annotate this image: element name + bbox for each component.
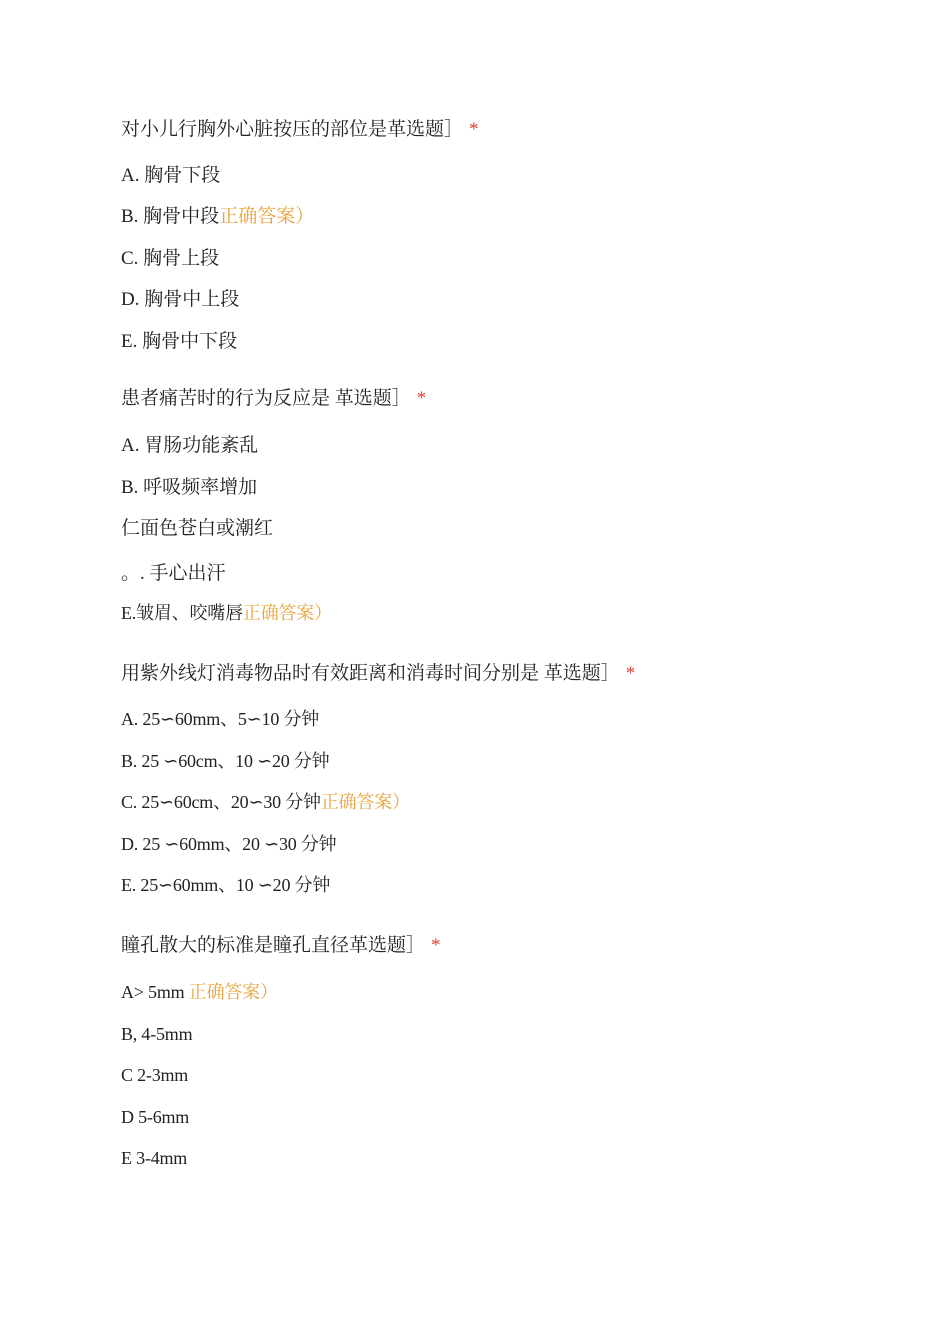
question-4-option-b: [121, 1022, 192, 1046]
option-text: 。. 手心出汗: [121, 563, 226, 584]
question-4-option-e: [121, 1146, 187, 1170]
question-text: 用紫外线灯消毒物品时有效距离和消毒时间分别是 革选题］: [121, 663, 620, 684]
question-4-option-d: [121, 1105, 189, 1129]
question-2-title: [121, 387, 426, 411]
question-3-option-e: [121, 873, 330, 897]
question-1-option-a: [121, 164, 220, 188]
required-star-icon: *: [469, 119, 479, 140]
question-2-option-b: [121, 476, 257, 500]
question-4-option-c: [121, 1063, 188, 1087]
option-text: C. 胸骨上段: [121, 248, 220, 269]
option-text: E 3-4mm: [121, 1148, 188, 1168]
option-text: A. 胸骨下段: [121, 165, 221, 186]
option-text: E. 25∽60mm、10 ∽20 分钟: [121, 875, 331, 895]
option-text: C 2-3mm: [121, 1065, 189, 1085]
correct-answer-tag: 正确答案）: [320, 792, 410, 812]
option-text: C. 25∽60cm、20∽30 分钟: [121, 792, 321, 812]
required-star-icon: *: [416, 388, 427, 409]
question-1-option-d: [121, 288, 239, 312]
option-text: A. 胃肠功能紊乱: [121, 435, 259, 456]
question-3-title: [121, 662, 635, 686]
question-2-option-a: [121, 434, 258, 458]
question-text: 对小儿行胸外心脏按压的部位是革选题］: [121, 119, 464, 140]
question-2-option-d: [121, 562, 226, 586]
required-star-icon: *: [431, 935, 441, 956]
option-text: A. 25∽60mm、5∽10 分钟: [121, 709, 320, 729]
question-text: 瞳孔散大的标准是瞳孔直径革选题］: [121, 935, 426, 956]
question-text: 患者痛苦时的行为反应是 革选题］: [121, 388, 411, 409]
question-3-option-b: [121, 749, 329, 773]
required-star-icon: *: [625, 663, 636, 684]
question-1-option-e: [121, 330, 237, 354]
correct-answer-tag: 正确答案）: [242, 603, 332, 623]
question-4-title: [121, 934, 441, 958]
option-text: D. 25 ∽60mm、20 ∽30 分钟: [121, 834, 337, 854]
option-text: B. 呼吸频率增加: [121, 477, 258, 498]
question-3-option-c: [121, 790, 410, 814]
option-text: D 5-6mm: [121, 1107, 190, 1127]
question-2-option-e: [121, 601, 332, 625]
option-text: B. 25 ∽60cm、10 ∽20 分钟: [121, 751, 330, 771]
option-text: D. 胸骨中上段: [121, 289, 240, 310]
option-text: A> 5mm: [121, 982, 189, 1002]
option-text: 仁面色苍白或潮红: [121, 518, 274, 539]
option-text: E. 胸骨中下段: [121, 331, 238, 352]
correct-answer-tag: 正确答案）: [188, 982, 278, 1002]
question-4-option-a: [121, 980, 278, 1004]
correct-answer-tag: 正确答案）: [219, 206, 315, 227]
option-text: E.皱眉、咬嘴唇: [121, 603, 243, 623]
question-3-option-a: [121, 707, 319, 731]
question-2-option-c: [121, 517, 273, 541]
question-3-option-d: [121, 832, 336, 856]
option-text: B, 4-5mm: [121, 1024, 193, 1044]
question-1-title: [121, 118, 479, 142]
question-1-option-b: [121, 205, 314, 229]
option-text: B. 胸骨中段: [121, 206, 220, 227]
question-1-option-c: [121, 247, 219, 271]
